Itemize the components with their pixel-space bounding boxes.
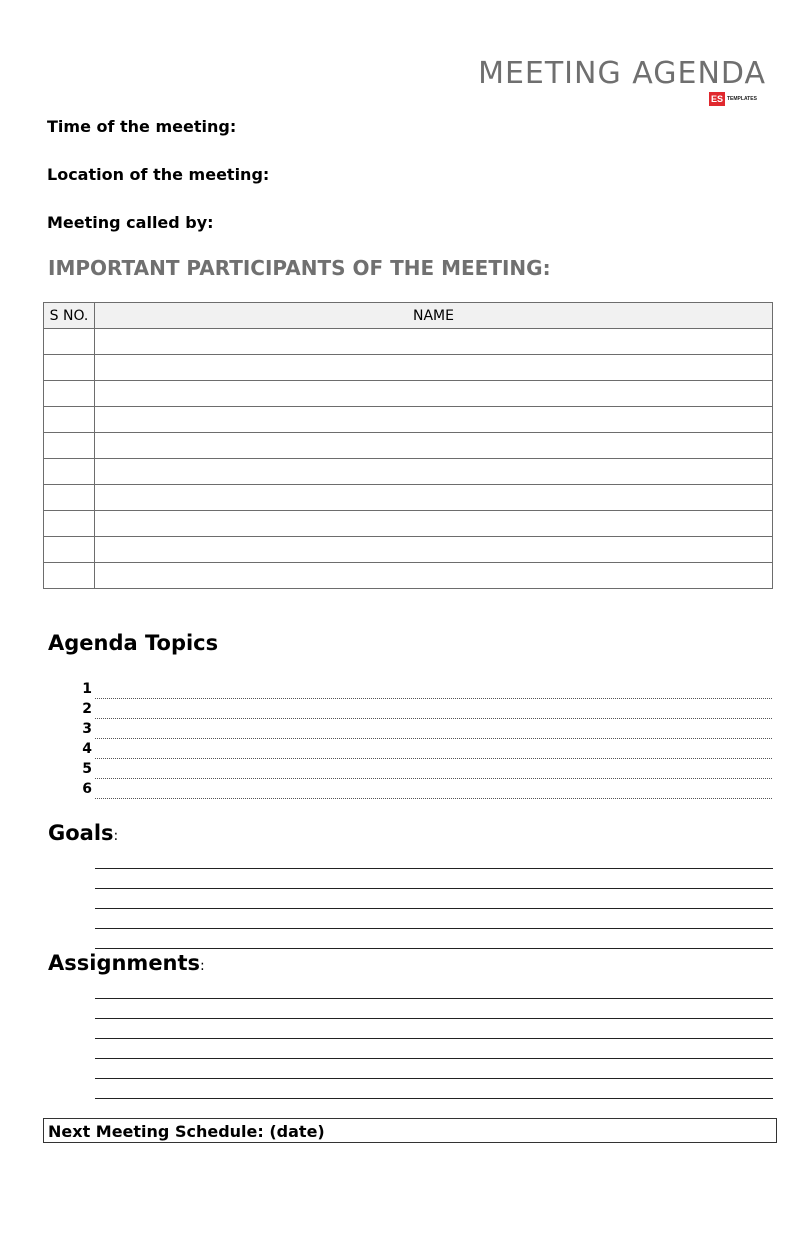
- templates-logo: [709, 92, 757, 106]
- location-of-meeting-label: Location of the meeting:: [47, 165, 270, 184]
- assignment-line[interactable]: [95, 1018, 773, 1019]
- participant-row: [44, 433, 773, 459]
- logo-mark: ES: [710, 94, 723, 104]
- sno-cell[interactable]: [44, 563, 95, 589]
- agenda-topic-line[interactable]: [95, 758, 772, 759]
- name-cell[interactable]: [95, 537, 773, 563]
- goal-line[interactable]: [95, 888, 773, 889]
- goal-line[interactable]: [95, 948, 773, 949]
- goal-line[interactable]: [95, 908, 773, 909]
- agenda-topic-line[interactable]: [95, 718, 772, 719]
- name-cell[interactable]: [95, 381, 773, 407]
- name-cell[interactable]: [95, 511, 773, 537]
- participant-row: [44, 355, 773, 381]
- participants-header-row: [44, 303, 773, 329]
- agenda-topic-number: 3: [82, 721, 92, 737]
- goals-colon: :: [113, 828, 119, 844]
- assignment-line[interactable]: [95, 1078, 773, 1079]
- sno-cell[interactable]: [44, 433, 95, 459]
- sno-cell[interactable]: [44, 485, 95, 511]
- goal-line[interactable]: [95, 928, 773, 929]
- goals-heading-text: Goals: [48, 821, 114, 845]
- participants-heading: IMPORTANT PARTICIPANTS OF THE MEETING:: [48, 256, 551, 280]
- assignment-line[interactable]: [95, 1038, 773, 1039]
- name-cell[interactable]: [95, 433, 773, 459]
- column-header-sno: S NO.: [44, 303, 95, 329]
- sno-cell[interactable]: [44, 381, 95, 407]
- participant-row: [44, 407, 773, 433]
- participant-row: [44, 537, 773, 563]
- sno-cell[interactable]: [44, 329, 95, 355]
- name-cell[interactable]: [95, 355, 773, 381]
- goal-line[interactable]: [95, 868, 773, 869]
- agenda-topic-number: 4: [82, 741, 92, 757]
- sno-cell[interactable]: [44, 407, 95, 433]
- assignments-colon: :: [200, 958, 205, 974]
- agenda-topic-number: 2: [82, 701, 92, 717]
- agenda-topic-line[interactable]: [95, 798, 772, 799]
- assignments-heading: [48, 951, 205, 975]
- participant-row: [44, 329, 773, 355]
- agenda-topic-line[interactable]: [95, 738, 772, 739]
- agenda-topic-number: 5: [82, 761, 92, 777]
- assignment-line[interactable]: [95, 1058, 773, 1059]
- assignment-line[interactable]: [95, 1098, 773, 1099]
- agenda-topic-number: 1: [82, 681, 92, 697]
- sno-cell[interactable]: [44, 511, 95, 537]
- participant-row: [44, 511, 773, 537]
- sno-cell[interactable]: [44, 459, 95, 485]
- column-header-name: NAME: [95, 303, 773, 329]
- assignment-line[interactable]: [95, 998, 773, 999]
- participant-row: [44, 459, 773, 485]
- name-cell[interactable]: [95, 407, 773, 433]
- agenda-topics-heading: Agenda Topics: [48, 631, 219, 655]
- name-cell[interactable]: [95, 329, 773, 355]
- agenda-topic-number: 6: [82, 781, 92, 797]
- name-cell[interactable]: [95, 459, 773, 485]
- time-of-meeting-label: Time of the meeting:: [47, 117, 237, 136]
- name-cell[interactable]: [95, 485, 773, 511]
- participants-table: [43, 302, 773, 589]
- goals-heading: [48, 821, 118, 845]
- participant-row: [44, 485, 773, 511]
- assignments-heading-text: Assignments: [48, 951, 201, 975]
- participant-row: [44, 563, 773, 589]
- next-meeting-schedule: Next Meeting Schedule: (date): [43, 1118, 777, 1143]
- sno-cell[interactable]: [44, 537, 95, 563]
- agenda-topic-line[interactable]: [95, 778, 772, 779]
- sno-cell[interactable]: [44, 355, 95, 381]
- meeting-called-by-label: Meeting called by:: [47, 213, 214, 232]
- name-cell[interactable]: [95, 563, 773, 589]
- participant-row: [44, 381, 773, 407]
- document-title: MEETING AGENDA: [478, 56, 766, 91]
- logo-text: TEMPLATES: [727, 96, 757, 102]
- agenda-topic-line[interactable]: [95, 698, 772, 699]
- participants-body: [44, 329, 773, 589]
